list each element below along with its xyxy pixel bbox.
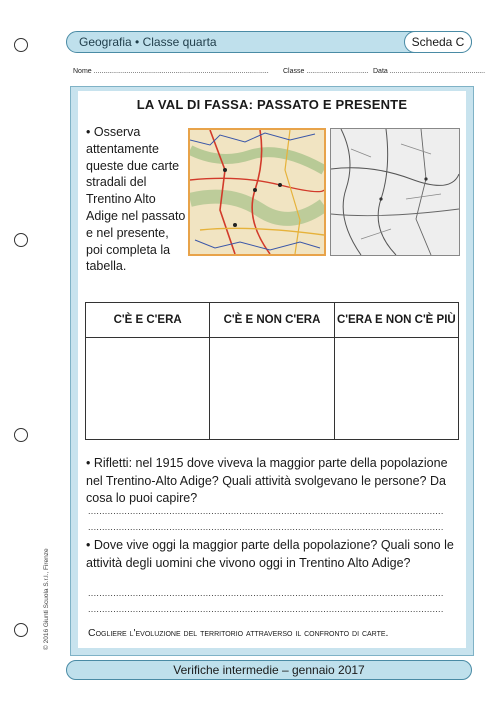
name-label: Nome — [73, 68, 92, 75]
worksheet-label: Scheda C — [404, 31, 472, 53]
copyright-notice: © 2016 Giunti Scuola S.r.l., Firenze — [43, 548, 50, 650]
binder-hole — [14, 233, 28, 247]
column-header: C'È E NON C'ERA — [210, 303, 334, 338]
date-field[interactable] — [373, 68, 485, 75]
road-map-present-image — [188, 128, 326, 256]
footer-bar: Verifiche intermedie – gennaio 2017 — [66, 660, 472, 680]
header-bar — [66, 31, 472, 53]
class-dots: ................................ — [306, 68, 369, 75]
class-label: Classe — [283, 68, 305, 75]
class-field[interactable] — [283, 68, 369, 75]
date-label: Data — [373, 68, 388, 75]
column-header: C'È E C'ERA — [86, 303, 210, 338]
question-2: • Dove vive oggi la maggior parte della popolazione? Quali sono le attività degli uomini che vivono oggi in Trentino Alto Adige? — [86, 538, 454, 570]
road-map-past-image — [330, 128, 460, 256]
comparison-table — [85, 302, 459, 440]
binder-hole — [14, 428, 28, 442]
answer-line[interactable]: ............................................................................................................................... — [88, 604, 444, 614]
column-header: C'ERA E NON C'È PIÙ — [334, 303, 458, 338]
answer-cell[interactable] — [334, 338, 458, 440]
binder-hole — [14, 38, 28, 52]
learning-objective: Cogliere l'evoluzione del territorio attraverso il confronto di carte. — [88, 627, 389, 639]
answer-line[interactable]: ............................................................................................................................... — [88, 588, 444, 598]
question-1: • Rifletti: nel 1915 dove viveva la maggior parte della popolazione nel Trentino-Alto Adige? Quali attività svolgevano le persone? Da cosa lo puoi capire? — [86, 456, 448, 505]
binder-hole — [14, 623, 28, 637]
date-dots: ................................................. — [389, 68, 486, 75]
answer-cell[interactable] — [86, 338, 210, 440]
answer-line[interactable]: ............................................................................................................................... — [88, 522, 444, 532]
name-dots: .......................................................................................... — [93, 68, 269, 75]
instruction-text: • Osserva attentamente queste due carte stradali del Trentino Alto Adige nel passato e nel presente, poi completa la tabella. — [86, 125, 186, 274]
subject-label: Geografia • Classe quarta — [79, 35, 217, 49]
name-field[interactable] — [73, 68, 269, 75]
answer-cell[interactable] — [210, 338, 334, 440]
answer-line[interactable]: ............................................................................................................................... — [88, 506, 444, 516]
exercise-title: LA VAL DI FASSA: PASSATO E PRESENTE — [136, 97, 408, 112]
